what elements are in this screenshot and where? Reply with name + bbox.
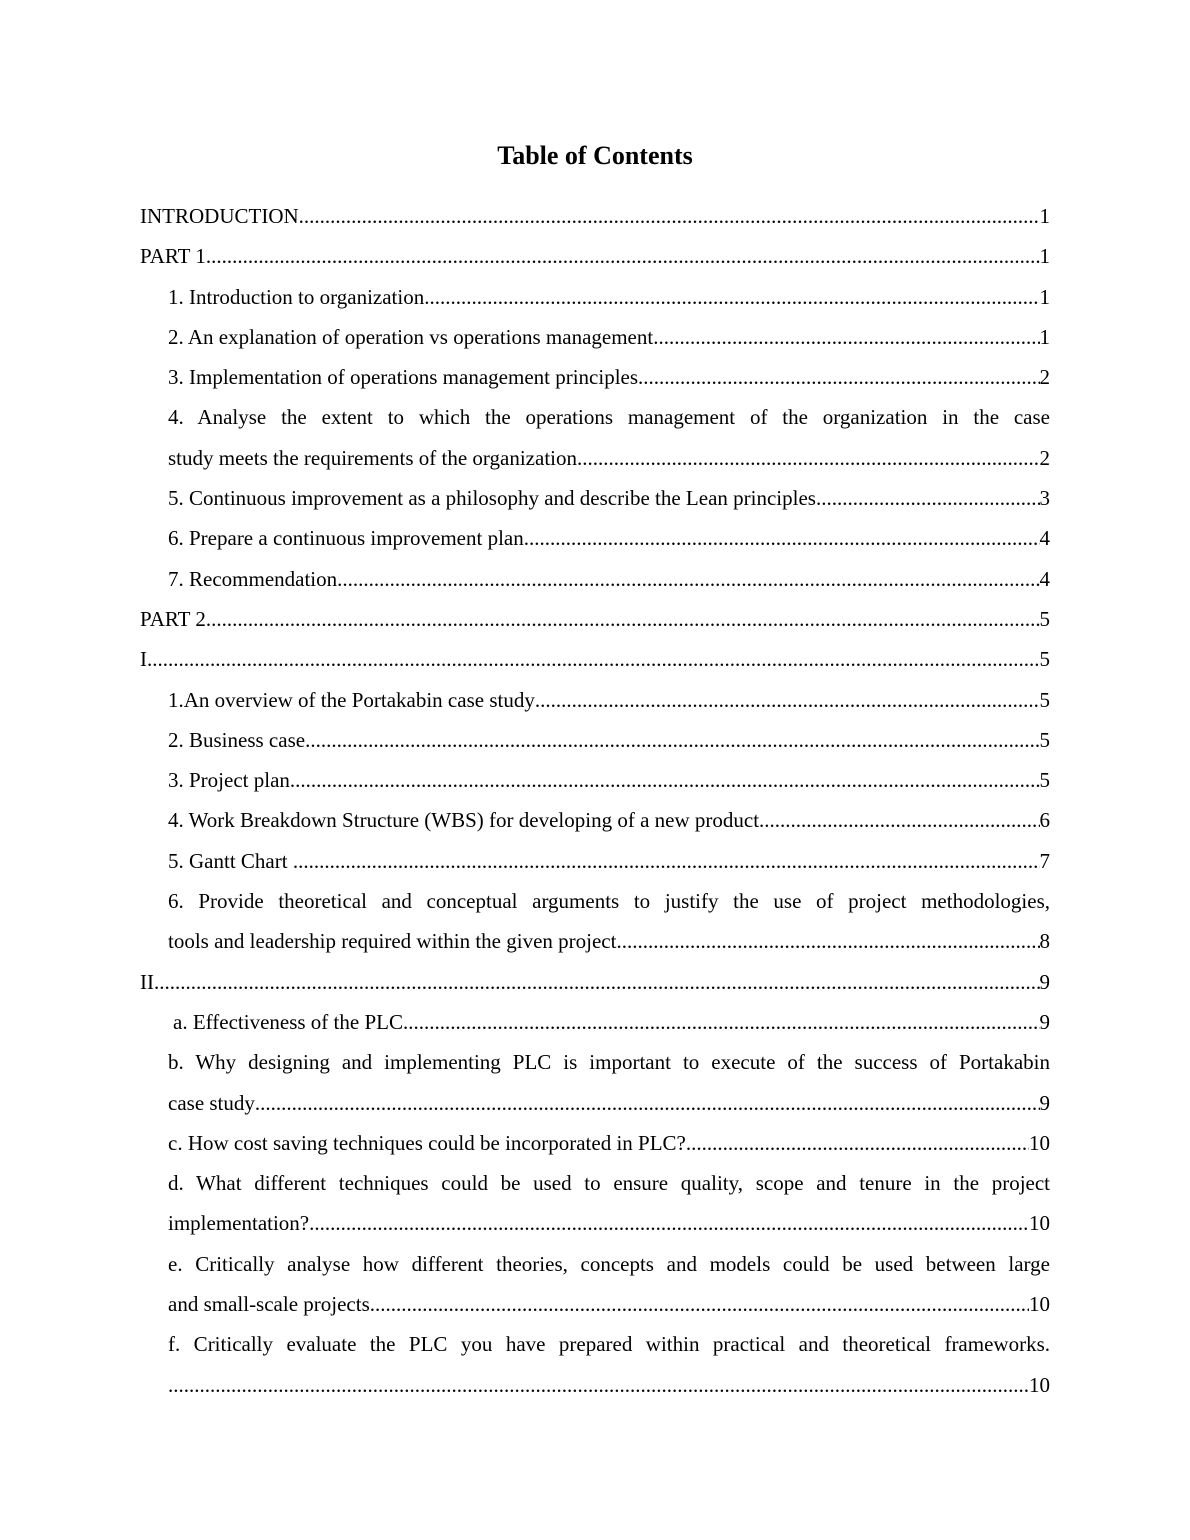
toc-entry-introduction[interactable] (140, 196, 1050, 236)
toc-entry-text: 4. Work Breakdown Structure (WBS) for developing of a new product (168, 808, 760, 833)
dot-leader (616, 921, 1039, 961)
toc-entry-text: tools and leadership required within the given project (168, 929, 617, 954)
toc-page-number: 4 (1039, 566, 1050, 591)
toc-entry-why-designing-plc[interactable] (140, 1042, 1050, 1123)
toc-page-number: 1 (1039, 324, 1050, 349)
toc-entry-text-line-1: e. Critically analyse how different theories, concepts and models could be used between large (168, 1251, 1050, 1276)
toc-entry-text: 7. Recommendation (168, 566, 338, 591)
toc-page-number: 4 (1039, 526, 1050, 551)
toc-page-number: 7 (1039, 848, 1050, 873)
toc-page-number: 1 (1039, 284, 1050, 309)
toc-entry-text: 1. Introduction to organization (168, 284, 425, 309)
toc-entry-text: a. Effectiveness of the PLC (173, 1009, 403, 1034)
toc-page-number: 2 (1039, 445, 1050, 470)
toc-page-number: 8 (1039, 929, 1050, 954)
toc-entry-improvement-plan[interactable] (140, 518, 1050, 558)
toc-entry-text: PART 2 (140, 606, 206, 631)
toc-entry-text: 2. Business case (168, 727, 306, 752)
toc-entry-text: 5. Continuous improvement as a philosophy and describe the Lean principles (168, 486, 816, 511)
dot-leader (403, 1002, 1040, 1042)
toc-entry-gantt-chart[interactable] (140, 841, 1050, 881)
dot-leader (255, 1083, 1040, 1123)
toc-entry-text-line-1: b. Why designing and implementing PLC is important to execute of the success of Portakabin (168, 1050, 1050, 1075)
toc-page-number: 6 (1039, 808, 1050, 833)
dot-leader (299, 196, 1040, 236)
toc-entry-text: II (140, 969, 154, 994)
toc-entry-quality-techniques[interactable] (140, 1163, 1050, 1244)
toc-entry-business-case[interactable] (140, 720, 1050, 760)
toc-entry-evaluate-plc[interactable] (140, 1324, 1050, 1405)
dot-leader (370, 1284, 1029, 1324)
toc-entry-text: and small-scale projects (168, 1292, 370, 1317)
toc-entry-text: study meets the requirements of the organization. (168, 445, 583, 470)
toc-entry-continuous-improvement[interactable] (140, 478, 1050, 518)
dot-leader (424, 277, 1039, 317)
toc-entry-text: 6. Prepare a continuous improvement plan (168, 526, 524, 551)
toc-entry-text: case study (168, 1090, 255, 1115)
dot-leader (686, 1123, 1029, 1163)
dot-leader (638, 357, 1039, 397)
toc-entry-operation-vs-management[interactable] (140, 317, 1050, 357)
toc-entry-text-line-1: 6. Provide theoretical and conceptual arguments to justify the use of project methodologies, (168, 889, 1050, 914)
dot-leader (653, 317, 1039, 357)
toc-entry-text: 2. An explanation of operation vs operations management (168, 324, 654, 349)
toc-page-number: 10 (1029, 1372, 1050, 1397)
dot-leader (524, 518, 1040, 558)
toc-entry-text: 1.An overview of the Portakabin case study (168, 687, 535, 712)
toc-page-number: 9 (1039, 1090, 1050, 1115)
toc-entry-analyse-extent[interactable] (140, 397, 1050, 478)
toc-entry-overview-case-study[interactable] (140, 680, 1050, 720)
dot-leader (147, 639, 1040, 679)
dot-leader (290, 760, 1040, 800)
toc-entry-text: INTRODUCTION (140, 204, 299, 228)
toc-page-number: 10 (1029, 1211, 1050, 1236)
toc-entry-text: 3. Project plan (168, 768, 290, 793)
toc-page-number: 1 (1039, 244, 1050, 269)
table-of-contents (140, 196, 1050, 1405)
toc-entry-section-ii[interactable] (140, 962, 1050, 1002)
toc-entry-introduction-to-organization[interactable] (140, 277, 1050, 317)
dot-leader (154, 962, 1040, 1002)
toc-page-number: 3 (1039, 486, 1050, 511)
toc-entry-effectiveness-plc[interactable] (140, 1002, 1050, 1042)
toc-entry-text: 3. Implementation of operations management principles (168, 365, 639, 390)
dot-leader (759, 800, 1039, 840)
dot-leader (816, 478, 1040, 518)
toc-entry-text: implementation? (168, 1211, 310, 1236)
toc-page-number: 5 (1039, 606, 1050, 631)
dot-leader (206, 599, 1040, 639)
toc-page-number: 9 (1039, 969, 1050, 994)
dot-leader (582, 438, 1039, 478)
dot-leader (535, 680, 1040, 720)
toc-entry-theoretical-arguments[interactable] (140, 881, 1050, 962)
toc-page-number: 2 (1039, 365, 1050, 390)
dot-leader (293, 841, 1040, 881)
toc-page-number: 1 (1039, 204, 1050, 228)
toc-entry-part-2[interactable] (140, 599, 1050, 639)
toc-entry-recommendation[interactable] (140, 559, 1050, 599)
dot-leader (206, 236, 1040, 276)
toc-page-number: 5 (1039, 647, 1050, 672)
toc-entry-text-line-1: f. Critically evaluate the PLC you have prepared within practical and theoretical frameworks. (168, 1332, 1050, 1357)
toc-entry-text: I (140, 647, 147, 672)
toc-entry-text: c. How cost saving techniques could be incorporated in PLC? (168, 1130, 686, 1155)
toc-entry-wbs[interactable] (140, 800, 1050, 840)
dot-leader (168, 1365, 1029, 1405)
toc-entry-text: PART 1 (140, 244, 206, 269)
toc-entry-text-line-1: d. What different techniques could be used to ensure quality, scope and tenure in the project (168, 1171, 1050, 1196)
dot-leader (309, 1203, 1029, 1243)
toc-page-number: 5 (1039, 768, 1050, 793)
toc-page-number: 9 (1039, 1009, 1050, 1034)
toc-entry-part-1[interactable] (140, 236, 1050, 276)
toc-entry-theories-large-small[interactable] (140, 1244, 1050, 1325)
toc-entry-project-plan[interactable] (140, 760, 1050, 800)
dot-leader (337, 559, 1039, 599)
toc-entry-text-line-1: 4. Analyse the extent to which the operations management of the organization in the case (168, 405, 1050, 430)
toc-entry-implementation-principles[interactable] (140, 357, 1050, 397)
toc-entry-text: 5. Gantt Chart (168, 848, 293, 873)
dot-leader (305, 720, 1039, 760)
toc-entry-section-i[interactable] (140, 639, 1050, 679)
toc-page-number: 10 (1029, 1292, 1050, 1317)
page-title: Table of Contents (497, 141, 693, 170)
toc-page-number: 5 (1039, 687, 1050, 712)
toc-page-number: 5 (1039, 727, 1050, 752)
toc-entry-cost-saving[interactable] (140, 1123, 1050, 1163)
toc-page-number: 10 (1029, 1130, 1050, 1155)
